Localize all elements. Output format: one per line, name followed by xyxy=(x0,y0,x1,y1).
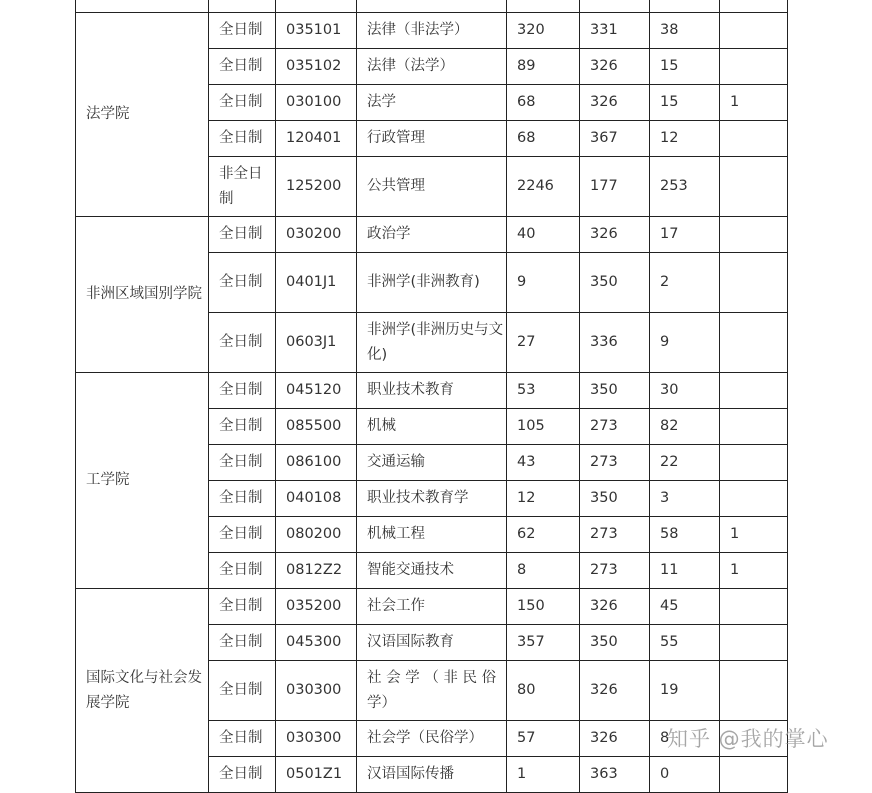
score-cell: 326 xyxy=(580,49,650,85)
score-cell: 273 xyxy=(580,445,650,481)
study-type-cell: 全日制 xyxy=(209,481,276,517)
applicants-cell: 40 xyxy=(507,217,580,253)
applicants-cell: 27 xyxy=(507,313,580,373)
admitted-cell: 30 xyxy=(650,373,720,409)
applicants-cell: 357 xyxy=(507,625,580,661)
college-cell: 非洲区域国别学院 xyxy=(76,217,209,373)
study-type-cell: 全日制 xyxy=(209,553,276,589)
extra-cell xyxy=(720,13,788,49)
extra-cell xyxy=(720,481,788,517)
score-cell: 273 xyxy=(580,409,650,445)
extra-cell xyxy=(720,157,788,217)
study-type-cell: 全日制 xyxy=(209,49,276,85)
admitted-cell: 9 xyxy=(650,313,720,373)
applicants-cell: 53 xyxy=(507,373,580,409)
study-type-cell: 全日制 xyxy=(209,517,276,553)
major-code-cell: 030300 xyxy=(276,721,357,757)
major-code-cell: 080200 xyxy=(276,517,357,553)
study-type-cell: 全日制 xyxy=(209,445,276,481)
admitted-cell: 3 xyxy=(650,481,720,517)
applicants-cell: 80 xyxy=(507,661,580,721)
admitted-cell: 253 xyxy=(650,157,720,217)
table-row xyxy=(76,13,788,49)
extra-cell xyxy=(720,445,788,481)
major-name-cell: 交通运输 xyxy=(357,445,507,481)
extra-cell xyxy=(720,49,788,85)
major-code-cell: 030300 xyxy=(276,661,357,721)
study-type-cell: 全日制 xyxy=(209,409,276,445)
admitted-cell: 55 xyxy=(650,625,720,661)
major-name-cell: 职业技术教育学 xyxy=(357,481,507,517)
study-type-cell: 全日制 xyxy=(209,217,276,253)
major-code-cell: 030200 xyxy=(276,217,357,253)
major-name-cell: 机械 xyxy=(357,409,507,445)
major-name-cell: 行政管理 xyxy=(357,121,507,157)
extra-cell xyxy=(720,661,788,721)
admitted-cell: 0 xyxy=(650,757,720,793)
extra-cell: 1 xyxy=(720,85,788,121)
major-name-cell: 非洲学(非洲历史与文化) xyxy=(357,313,507,373)
study-type-cell: 非全日制 xyxy=(209,157,276,217)
major-code-cell: 035101 xyxy=(276,13,357,49)
admitted-cell: 19 xyxy=(650,661,720,721)
study-type-cell: 全日制 xyxy=(209,85,276,121)
major-code-cell: 086100 xyxy=(276,445,357,481)
study-type-cell: 全日制 xyxy=(209,313,276,373)
major-name-cell: 法律（非法学） xyxy=(357,13,507,49)
score-cell: 350 xyxy=(580,373,650,409)
admitted-cell: 11 xyxy=(650,553,720,589)
applicants-cell: 1 xyxy=(507,757,580,793)
study-type-cell: 全日制 xyxy=(209,253,276,313)
major-name-cell: 社会工作 xyxy=(357,589,507,625)
table-row xyxy=(76,217,788,253)
major-code-cell: 125200 xyxy=(276,157,357,217)
score-cell: 367 xyxy=(580,121,650,157)
major-code-cell: 0401J1 xyxy=(276,253,357,313)
score-cell: 273 xyxy=(580,553,650,589)
major-name-cell: 社 会 学 （ 非 民 俗 学） xyxy=(357,661,507,721)
major-code-cell: 0812Z2 xyxy=(276,553,357,589)
applicants-cell: 2246 xyxy=(507,157,580,217)
extra-cell xyxy=(720,121,788,157)
applicants-cell: 62 xyxy=(507,517,580,553)
college-cell: 法学院 xyxy=(76,13,209,217)
score-cell: 326 xyxy=(580,589,650,625)
major-name-cell: 汉语国际传播 xyxy=(357,757,507,793)
extra-cell xyxy=(720,253,788,313)
admitted-cell: 22 xyxy=(650,445,720,481)
applicants-cell: 57 xyxy=(507,721,580,757)
study-type-cell: 全日制 xyxy=(209,661,276,721)
major-name-cell: 法律（法学） xyxy=(357,49,507,85)
applicants-cell: 68 xyxy=(507,85,580,121)
extra-cell: 1 xyxy=(720,517,788,553)
major-name-cell: 公共管理 xyxy=(357,157,507,217)
study-type-cell: 全日制 xyxy=(209,13,276,49)
score-cell: 331 xyxy=(580,13,650,49)
college-cell: 国际文化与社会发展学院 xyxy=(76,589,209,793)
admitted-cell: 2 xyxy=(650,253,720,313)
table-body xyxy=(76,0,788,793)
extra-cell: 1 xyxy=(720,553,788,589)
applicants-cell: 9 xyxy=(507,253,580,313)
score-cell: 326 xyxy=(580,661,650,721)
major-code-cell: 045120 xyxy=(276,373,357,409)
major-code-cell: 035102 xyxy=(276,49,357,85)
extra-cell xyxy=(720,409,788,445)
study-type-cell: 全日制 xyxy=(209,589,276,625)
score-cell: 326 xyxy=(580,217,650,253)
score-cell: 350 xyxy=(580,481,650,517)
zhihu-watermark: 知乎 @我的掌心 xyxy=(667,727,829,751)
table-row xyxy=(76,589,788,625)
major-code-cell: 045300 xyxy=(276,625,357,661)
applicants-cell: 12 xyxy=(507,481,580,517)
extra-cell xyxy=(720,589,788,625)
college-cell: 工学院 xyxy=(76,373,209,589)
study-type-cell: 全日制 xyxy=(209,121,276,157)
applicants-cell: 320 xyxy=(507,13,580,49)
score-cell: 177 xyxy=(580,157,650,217)
major-code-cell: 040108 xyxy=(276,481,357,517)
major-code-cell: 0603J1 xyxy=(276,313,357,373)
admitted-cell: 15 xyxy=(650,85,720,121)
major-name-cell: 法学 xyxy=(357,85,507,121)
major-code-cell: 030100 xyxy=(276,85,357,121)
major-name-cell: 职业技术教育 xyxy=(357,373,507,409)
admissions-table xyxy=(75,0,788,793)
major-name-cell: 政治学 xyxy=(357,217,507,253)
admitted-cell: 17 xyxy=(650,217,720,253)
applicants-cell: 105 xyxy=(507,409,580,445)
score-cell: 273 xyxy=(580,517,650,553)
study-type-cell: 全日制 xyxy=(209,373,276,409)
applicants-cell: 8 xyxy=(507,553,580,589)
admitted-cell: 12 xyxy=(650,121,720,157)
admitted-cell: 58 xyxy=(650,517,720,553)
extra-cell xyxy=(720,757,788,793)
applicants-cell: 150 xyxy=(507,589,580,625)
major-name-cell: 非洲学(非洲教育) xyxy=(357,253,507,313)
study-type-cell: 全日制 xyxy=(209,721,276,757)
extra-cell xyxy=(720,313,788,373)
admitted-cell: 15 xyxy=(650,49,720,85)
extra-cell xyxy=(720,625,788,661)
admitted-cell: 82 xyxy=(650,409,720,445)
major-code-cell: 0501Z1 xyxy=(276,757,357,793)
score-cell: 350 xyxy=(580,253,650,313)
admitted-cell: 8 xyxy=(650,721,720,757)
admitted-cell: 38 xyxy=(650,13,720,49)
major-name-cell: 汉语国际教育 xyxy=(357,625,507,661)
score-cell: 363 xyxy=(580,757,650,793)
major-name-cell: 智能交通技术 xyxy=(357,553,507,589)
major-code-cell: 085500 xyxy=(276,409,357,445)
score-cell: 350 xyxy=(580,625,650,661)
table-row xyxy=(76,373,788,409)
score-cell: 326 xyxy=(580,85,650,121)
study-type-cell: 全日制 xyxy=(209,625,276,661)
admitted-cell: 45 xyxy=(650,589,720,625)
extra-cell xyxy=(720,373,788,409)
major-name-cell: 社会学（民俗学） xyxy=(357,721,507,757)
score-cell: 326 xyxy=(580,721,650,757)
major-code-cell: 035200 xyxy=(276,589,357,625)
major-code-cell: 120401 xyxy=(276,121,357,157)
applicants-cell: 89 xyxy=(507,49,580,85)
score-cell: 336 xyxy=(580,313,650,373)
extra-cell xyxy=(720,217,788,253)
study-type-cell: 全日制 xyxy=(209,757,276,793)
table-row-top-clipped xyxy=(76,0,788,13)
applicants-cell: 43 xyxy=(507,445,580,481)
major-name-cell: 机械工程 xyxy=(357,517,507,553)
applicants-cell: 68 xyxy=(507,121,580,157)
